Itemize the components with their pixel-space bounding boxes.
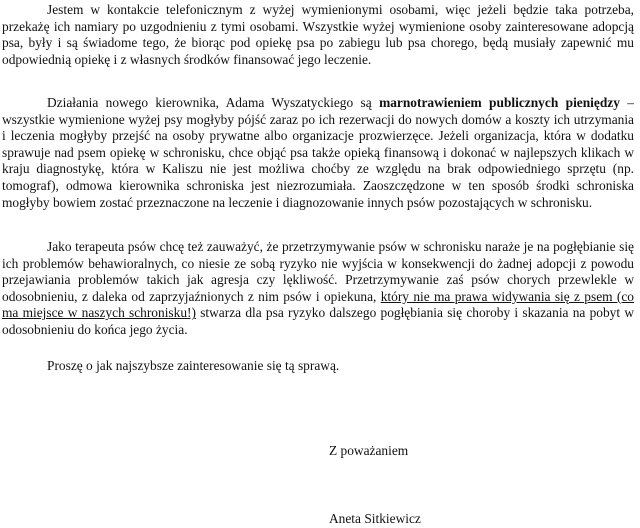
paragraph-manager-actions: [2, 95, 634, 211]
paragraph-3-text-after: stwarza dla psa ryzyko dalszego pogłębiania się choroby i skazania na pobyt w odosobnieniu do końca jego życia.: [2, 305, 635, 337]
paragraph-3-text-before: Jako terapeuta psów chcę też zauważyć, że przetrzymywanie psów w schronisku naraże je na pogłębianie się ich problemów behawioralnych, co niesie ze sobą ryzyko nie wyjścia w konsekwencji do żadnej adopcji z powodu przejawiania problemów takich jak agresja czy lękliwość. Przetrzymywanie zaś psów chorych przewlekle w odosobnieniu, z daleka od zaprzyjaźnionych z nim psów i opiekuna,: [2, 239, 634, 304]
paragraph-2-text-before: Działania nowego kierownika, Adama Wyszatyckiego są: [47, 95, 380, 110]
closing-greeting: Z poważaniem: [329, 443, 409, 458]
paragraph-4-text: Proszę o jak najszybsze zainteresowanie się tą sprawą.: [47, 358, 340, 373]
signature-name: Aneta Sitkiewicz: [329, 511, 421, 526]
paragraph-3-underlined-phrase: który nie ma prawa widywania się z psem (co ma miejsce w naszych schronisku!): [2, 288, 634, 321]
paragraph-therapist-remarks: [2, 239, 634, 339]
paragraph-request: [2, 358, 634, 375]
paragraph-contact-info: [2, 2, 634, 68]
paragraph-2-bold-phrase: marnotrawieniem publicznych pieniędzy: [379, 95, 620, 110]
paragraph-1-text: Jestem w kontakcie telefonicznym z wyżej wymienionymi osobami, więc jeżeli będzie taka potrzeba, przekażę ich namiary po uzgodnieniu z tymi osobami. Wszystkie wyżej wymienione osoby zainteresowane adopcją psa, były i są świadome tego, że biorąc pod opiekę psa po zabiegu lub psa chorego, będą musiały zapewnić mu odpowiednią opiekę i z własnych środków finansować jego leczenie.: [2, 2, 634, 67]
paragraph-2-text-after: – wszystkie wymienione wyżej psy mogłyby pójść zaraz po ich rezerwacji do nowych domów a koszty ich utrzymania i leczenia mogłyby przejść na osoby prywatne albo organizacje prozwierzęce. Jeżeli organizacja, która w dodatku sprawuje nad psem opiekę w schronisku, chce objąć psa także opieką finansową i dokonać w najlepszych klikach w kraju diagnostykę, która w Kaliszu nie jest możliwa choćby ze względu na brak odpowiedniego sprzętu (np. tomograf), odmowa kierownika schroniska jest niezrozumiała. Zaoszczędzone w ten sposób środki schroniska mogłyby bowiem zostać przeznaczone na leczenie i diagnozowanie innych psów pozostających w schronisku.: [2, 95, 634, 210]
